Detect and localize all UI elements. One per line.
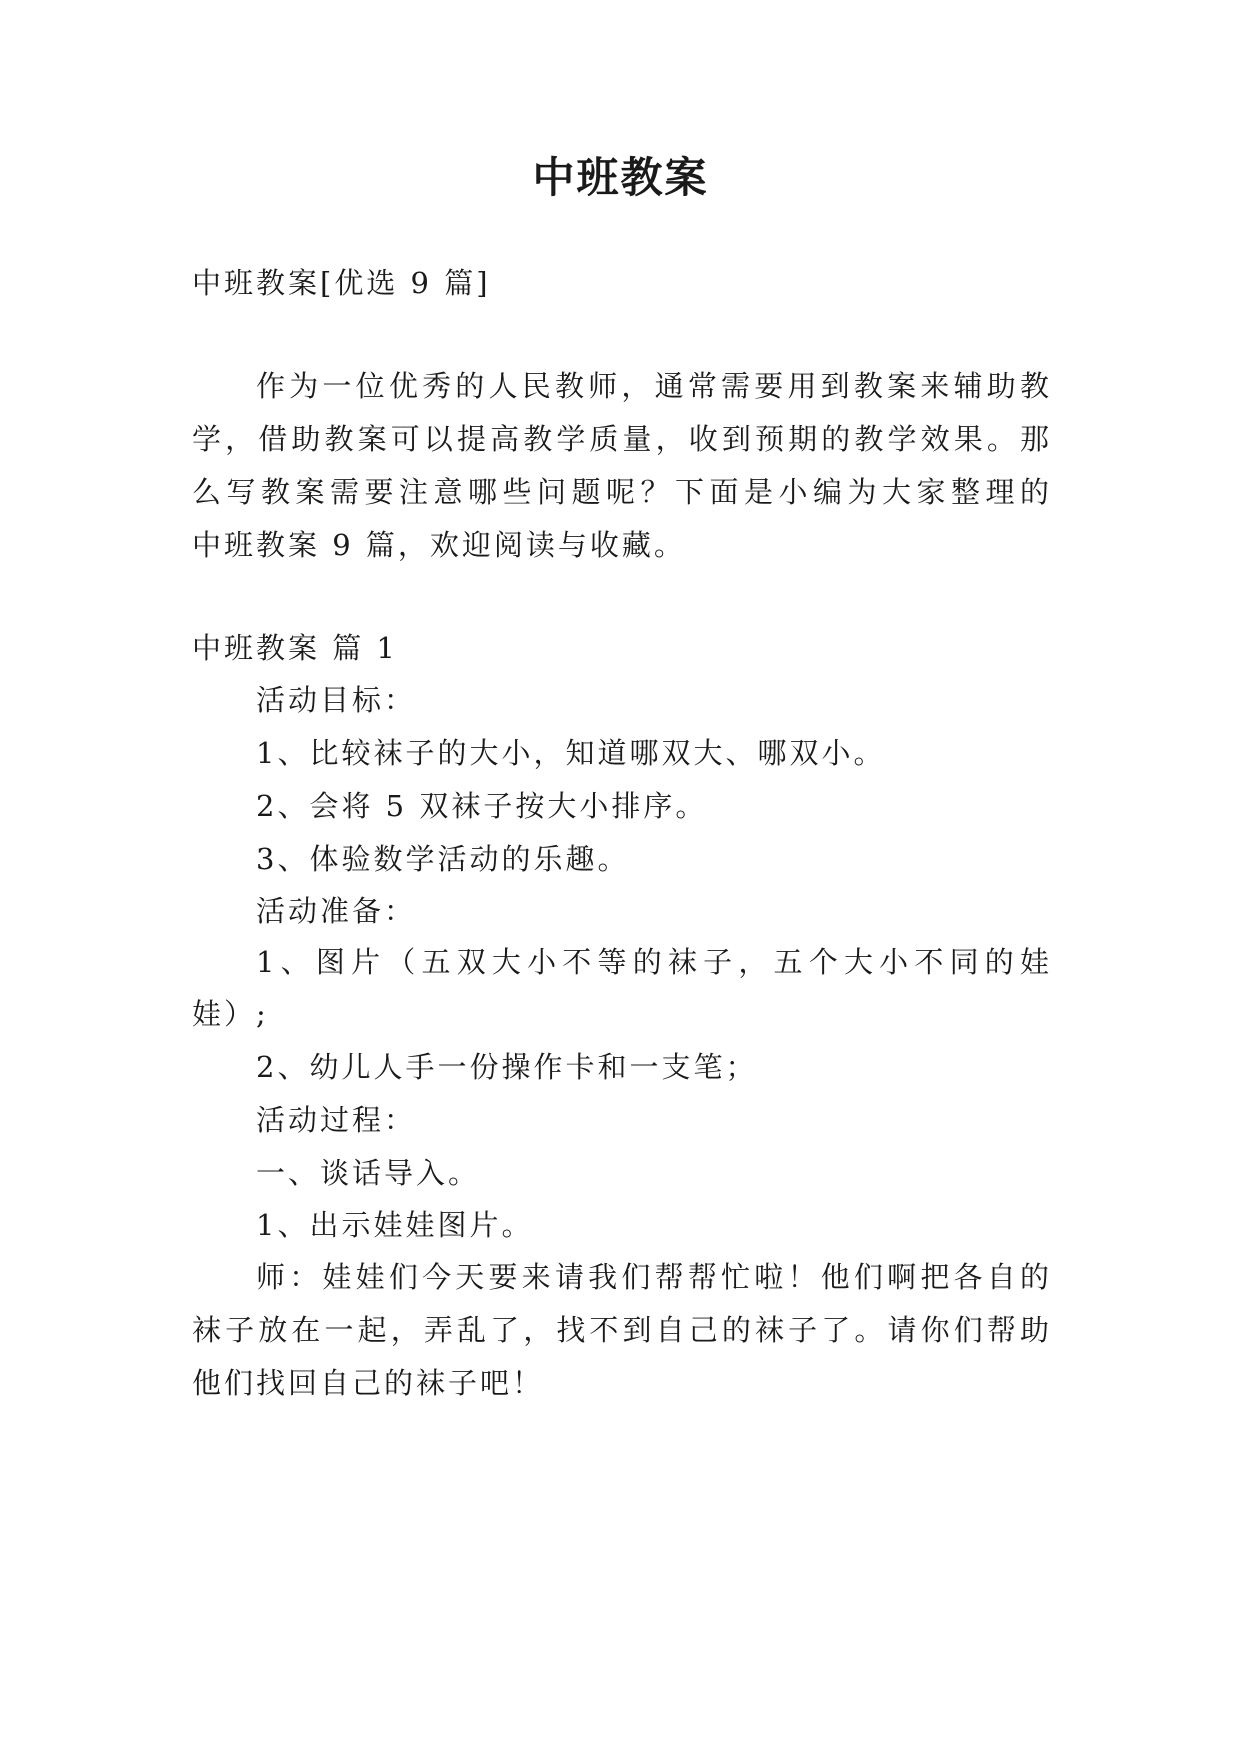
body-line-prep-heading: 活动准备： — [256, 894, 417, 928]
section-heading: 中班教案 篇 1 — [192, 631, 398, 665]
body-line-teacher-1: 师：娃娃们今天要来请我们帮帮忙啦！他们啊把各自的 — [256, 1260, 1052, 1294]
body-line-goal-2: 2、会将 5 双袜子按大小排序。 — [256, 789, 708, 823]
body-line-process-heading: 活动过程： — [256, 1103, 417, 1137]
intro-line-3: 么写教案需要注意哪些问题呢？下面是小编为大家整理的 — [192, 475, 1052, 509]
body-line-teacher-3: 他们找回自己的袜子吧！ — [192, 1366, 545, 1400]
body-line-step-1-1: 1、出示娃娃图片。 — [256, 1208, 534, 1242]
body-line-prep-2: 2、幼儿人手一份操作卡和一支笔； — [256, 1050, 758, 1084]
document-title: 中班教案 — [532, 153, 709, 202]
intro-line-2: 学，借助教案可以提高教学质量，收到预期的教学效果。那 — [192, 422, 1052, 456]
intro-line-4: 中班教案 9 篇，欢迎阅读与收藏。 — [192, 528, 686, 562]
body-line-goal-1: 1、比较袜子的大小，知道哪双大、哪双小。 — [256, 736, 886, 770]
body-line-step-1: 一、谈话导入。 — [256, 1156, 481, 1190]
intro-line-1: 作为一位优秀的人民教师，通常需要用到教案来辅助教 — [256, 369, 1052, 403]
body-line-teacher-2: 袜子放在一起，弄乱了，找不到自己的袜子了。请你们帮助 — [192, 1313, 1052, 1347]
body-line-prep-1a: 1、图片（五双大小不等的袜子，五个大小不同的娃 — [256, 945, 1052, 979]
body-line-prep-1b: 娃）; — [192, 997, 269, 1031]
document-subtitle: 中班教案[优选 9 篇] — [192, 266, 491, 300]
body-line-goal-3: 3、体验数学活动的乐趣。 — [256, 842, 630, 876]
body-line-goals-heading: 活动目标： — [256, 683, 417, 717]
